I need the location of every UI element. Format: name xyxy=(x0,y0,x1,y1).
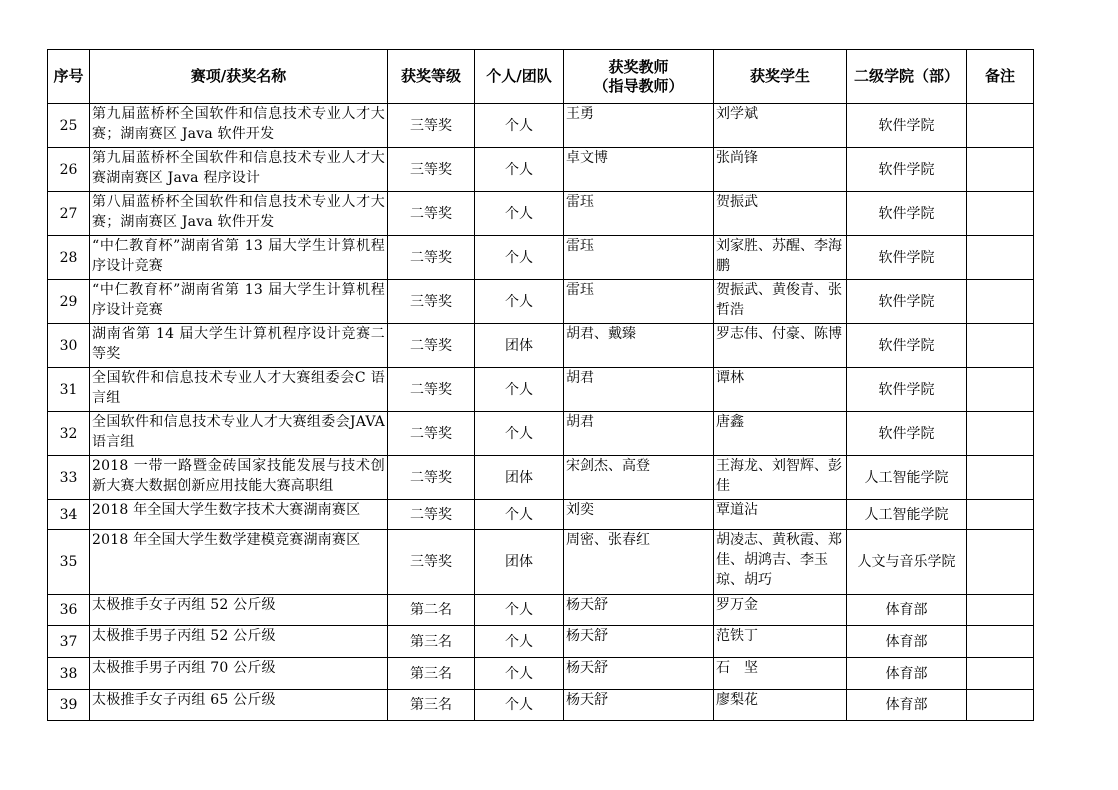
cell-students: 贺振武 xyxy=(714,192,847,236)
header-college: 二级学院（部） xyxy=(847,50,967,104)
header-row xyxy=(48,50,1034,104)
cell-level: 第三名 xyxy=(388,690,475,721)
cell-type: 个人 xyxy=(475,280,564,324)
awards-table xyxy=(47,49,1034,721)
table-row xyxy=(48,104,1034,148)
header-no: 序号 xyxy=(48,50,90,104)
cell-remark xyxy=(967,368,1034,412)
cell-college: 体育部 xyxy=(847,690,967,721)
cell-remark xyxy=(967,324,1034,368)
cell-students: 王海龙、刘智辉、彭佳 xyxy=(714,456,847,500)
table-row xyxy=(48,368,1034,412)
table-row xyxy=(48,280,1034,324)
cell-level: 三等奖 xyxy=(388,530,475,595)
cell-remark xyxy=(967,626,1034,658)
cell-teacher: 刘奕 xyxy=(564,500,714,530)
header-level: 获奖等级 xyxy=(388,50,475,104)
table-row xyxy=(48,500,1034,530)
cell-event: 太极推手女子丙组 52 公斤级 xyxy=(90,595,388,626)
header-type: 个人/团队 xyxy=(475,50,564,104)
cell-no: 30 xyxy=(48,324,90,368)
cell-level: 二等奖 xyxy=(388,192,475,236)
cell-remark xyxy=(967,595,1034,626)
cell-type: 个人 xyxy=(475,658,564,690)
cell-college: 软件学院 xyxy=(847,192,967,236)
cell-teacher: 胡君 xyxy=(564,412,714,456)
cell-level: 二等奖 xyxy=(388,412,475,456)
cell-college: 体育部 xyxy=(847,626,967,658)
cell-college: 人工智能学院 xyxy=(847,456,967,500)
cell-event: 太极推手男子丙组 70 公斤级 xyxy=(90,658,388,690)
cell-level: 三等奖 xyxy=(388,280,475,324)
table-row xyxy=(48,236,1034,280)
cell-college: 软件学院 xyxy=(847,324,967,368)
cell-teacher: 王勇 xyxy=(564,104,714,148)
cell-teacher: 胡君 xyxy=(564,368,714,412)
cell-remark xyxy=(967,148,1034,192)
cell-event: 全国软件和信息技术专业人才大赛组委会JAVA 语言组 xyxy=(90,412,388,456)
cell-remark xyxy=(967,412,1034,456)
cell-type: 团体 xyxy=(475,456,564,500)
table-row xyxy=(48,456,1034,500)
cell-students: 张尚锋 xyxy=(714,148,847,192)
cell-teacher: 杨天舒 xyxy=(564,595,714,626)
cell-remark xyxy=(967,104,1034,148)
header-teacher-line2: （指导教师） xyxy=(593,76,684,95)
cell-no: 27 xyxy=(48,192,90,236)
cell-remark xyxy=(967,690,1034,721)
cell-no: 38 xyxy=(48,658,90,690)
cell-teacher: 杨天舒 xyxy=(564,690,714,721)
cell-no: 29 xyxy=(48,280,90,324)
cell-college: 人工智能学院 xyxy=(847,500,967,530)
cell-type: 个人 xyxy=(475,192,564,236)
cell-no: 33 xyxy=(48,456,90,500)
cell-remark xyxy=(967,500,1034,530)
cell-teacher: 周密、张春红 xyxy=(564,530,714,595)
cell-remark xyxy=(967,192,1034,236)
cell-students: 石 坚 xyxy=(714,658,847,690)
cell-college: 人文与音乐学院 xyxy=(847,530,967,595)
cell-level: 第三名 xyxy=(388,658,475,690)
cell-students: 罗万金 xyxy=(714,595,847,626)
cell-no: 34 xyxy=(48,500,90,530)
cell-event: 第九届蓝桥杯全国软件和信息技术专业人才大赛；湖南赛区 Java 软件开发 xyxy=(90,104,388,148)
cell-teacher: 杨天舒 xyxy=(564,658,714,690)
cell-event: “中仁教育杯”湖南省第 13 届大学生计算机程序设计竞赛 xyxy=(90,236,388,280)
cell-level: 二等奖 xyxy=(388,324,475,368)
cell-type: 个人 xyxy=(475,595,564,626)
cell-no: 31 xyxy=(48,368,90,412)
cell-students: 范铁丁 xyxy=(714,626,847,658)
table-row xyxy=(48,626,1034,658)
cell-level: 二等奖 xyxy=(388,236,475,280)
cell-remark xyxy=(967,236,1034,280)
cell-college: 软件学院 xyxy=(847,148,967,192)
cell-type: 个人 xyxy=(475,500,564,530)
cell-event: 2018 年全国大学生数字技术大赛湖南赛区 xyxy=(90,500,388,530)
cell-college: 体育部 xyxy=(847,595,967,626)
cell-level: 三等奖 xyxy=(388,148,475,192)
cell-no: 26 xyxy=(48,148,90,192)
cell-type: 个人 xyxy=(475,368,564,412)
header-teacher xyxy=(564,50,714,104)
cell-event: 太极推手男子丙组 52 公斤级 xyxy=(90,626,388,658)
cell-teacher: 胡君、戴臻 xyxy=(564,324,714,368)
cell-event: “中仁教育杯”湖南省第 13 届大学生计算机程序设计竞赛 xyxy=(90,280,388,324)
cell-college: 软件学院 xyxy=(847,368,967,412)
table-row xyxy=(48,530,1034,595)
header-remark: 备注 xyxy=(967,50,1034,104)
cell-type: 团体 xyxy=(475,324,564,368)
cell-remark xyxy=(967,456,1034,500)
cell-level: 二等奖 xyxy=(388,500,475,530)
cell-level: 二等奖 xyxy=(388,368,475,412)
cell-students: 罗志伟、付豪、陈博 xyxy=(714,324,847,368)
cell-type: 个人 xyxy=(475,412,564,456)
cell-type: 个人 xyxy=(475,148,564,192)
cell-college: 软件学院 xyxy=(847,412,967,456)
cell-teacher: 杨天舒 xyxy=(564,626,714,658)
table-row xyxy=(48,324,1034,368)
cell-students: 谭林 xyxy=(714,368,847,412)
header-teacher-line1: 获奖教师 xyxy=(608,57,669,76)
cell-college: 软件学院 xyxy=(847,104,967,148)
cell-no: 32 xyxy=(48,412,90,456)
cell-no: 36 xyxy=(48,595,90,626)
cell-teacher: 雷珏 xyxy=(564,236,714,280)
cell-students: 唐鑫 xyxy=(714,412,847,456)
cell-students: 刘学斌 xyxy=(714,104,847,148)
cell-type: 团体 xyxy=(475,530,564,595)
cell-type: 个人 xyxy=(475,626,564,658)
cell-event: 第八届蓝桥杯全国软件和信息技术专业人才大赛；湖南赛区 Java 软件开发 xyxy=(90,192,388,236)
cell-event: 2018 年全国大学生数学建模竞赛湖南赛区 xyxy=(90,530,388,595)
cell-college: 体育部 xyxy=(847,658,967,690)
cell-teacher: 雷珏 xyxy=(564,280,714,324)
cell-students: 胡凌志、黄秋霞、郑佳、胡鸿吉、李玉琼、胡巧 xyxy=(714,530,847,595)
cell-teacher: 雷珏 xyxy=(564,192,714,236)
cell-students: 廖梨花 xyxy=(714,690,847,721)
cell-teacher: 卓文博 xyxy=(564,148,714,192)
cell-no: 39 xyxy=(48,690,90,721)
cell-college: 软件学院 xyxy=(847,280,967,324)
cell-type: 个人 xyxy=(475,690,564,721)
table-row xyxy=(48,658,1034,690)
cell-students: 刘家胜、苏醒、李海鹏 xyxy=(714,236,847,280)
cell-remark xyxy=(967,530,1034,595)
cell-remark xyxy=(967,658,1034,690)
cell-students: 贺振武、黄俊青、张哲浩 xyxy=(714,280,847,324)
cell-type: 个人 xyxy=(475,236,564,280)
cell-event: 第九届蓝桥杯全国软件和信息技术专业人才大赛湖南赛区 Java 程序设计 xyxy=(90,148,388,192)
cell-level: 二等奖 xyxy=(388,456,475,500)
header-students: 获奖学生 xyxy=(714,50,847,104)
cell-no: 37 xyxy=(48,626,90,658)
cell-students: 覃道沾 xyxy=(714,500,847,530)
cell-type: 个人 xyxy=(475,104,564,148)
table-row xyxy=(48,192,1034,236)
cell-level: 三等奖 xyxy=(388,104,475,148)
cell-teacher: 宋剑杰、高登 xyxy=(564,456,714,500)
cell-event: 湖南省第 14 届大学生计算机程序设计竞赛二等奖 xyxy=(90,324,388,368)
cell-level: 第三名 xyxy=(388,626,475,658)
cell-event: 太极推手女子丙组 65 公斤级 xyxy=(90,690,388,721)
cell-remark xyxy=(967,280,1034,324)
cell-event: 全国软件和信息技术专业人才大赛组委会C 语言组 xyxy=(90,368,388,412)
cell-college: 软件学院 xyxy=(847,236,967,280)
table-row xyxy=(48,690,1034,721)
header-event: 赛项/获奖名称 xyxy=(90,50,388,104)
cell-level: 第二名 xyxy=(388,595,475,626)
cell-event: 2018 一带一路暨金砖国家技能发展与技术创新大赛大数据创新应用技能大赛高职组 xyxy=(90,456,388,500)
table-row xyxy=(48,595,1034,626)
cell-no: 28 xyxy=(48,236,90,280)
cell-no: 35 xyxy=(48,530,90,595)
table-row xyxy=(48,412,1034,456)
cell-no: 25 xyxy=(48,104,90,148)
table-row xyxy=(48,148,1034,192)
